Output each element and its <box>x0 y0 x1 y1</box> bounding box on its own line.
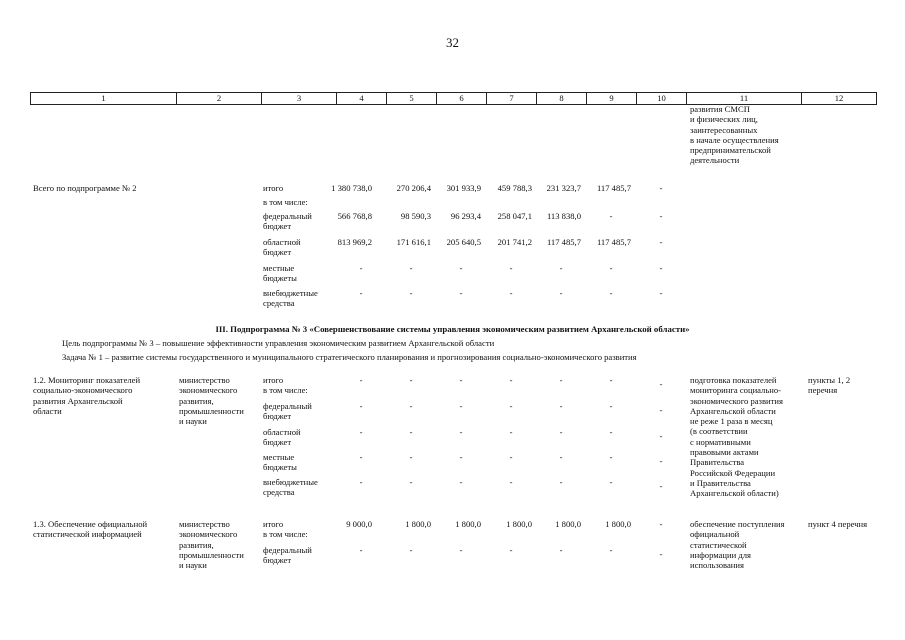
item-value-cell: - <box>659 431 663 441</box>
page-number: 32 <box>446 35 459 50</box>
item-value-cell: - <box>459 452 463 462</box>
item-value-cell: 1 800,0 <box>405 519 431 529</box>
item-value-cell: - <box>559 427 563 437</box>
item-value-cell: - <box>559 477 563 487</box>
item-value-cell: - <box>509 427 513 437</box>
total-row-source: итого <box>263 183 284 193</box>
item-value-cell: - <box>659 481 663 491</box>
item-value-cell: - <box>359 477 363 487</box>
total-value-cell: 459 788,3 <box>497 183 532 193</box>
total-value-cell: - <box>509 288 513 298</box>
item-value-cell: - <box>609 545 613 555</box>
item-value-cell: - <box>359 375 363 385</box>
item-value-cell: - <box>509 452 513 462</box>
total-value-cell: - <box>609 211 613 221</box>
item-value-cell: - <box>409 545 413 555</box>
item-value-cell: - <box>659 379 663 389</box>
item-name: 1.2. Мониторинг показателей социально-экономического развития Архангельской области <box>33 375 141 416</box>
subprogram-task: Задача № 1 – развитие системы государственного и муниципального стратегического планирования и прогнозирования социально-экономического развития <box>62 352 637 362</box>
item-value-cell: - <box>659 519 663 529</box>
item-value-cell: 9 000,0 <box>346 519 372 529</box>
total-value-cell: 258 047,1 <box>497 211 532 221</box>
total-value-cell: - <box>409 288 413 298</box>
item-value-cell: - <box>609 401 613 411</box>
subprogram-total-label: Всего по подпрограмме № 2 <box>33 183 137 193</box>
item-result: подготовка показателей мониторинга социально- экономического развития Архангельской области не реже 1 раза в месяц (в соответствии с нормативными правовыми актами Правительства Российской Федерации и Правительства Архангельской области) <box>690 375 783 499</box>
item-value-cell: - <box>609 427 613 437</box>
total-value-cell: 231 323,7 <box>546 183 581 193</box>
item-value-cell: - <box>659 405 663 415</box>
total-value-cell: 1 380 738,0 <box>331 183 372 193</box>
total-row-source: в том числе: <box>263 197 308 207</box>
header-col-12: 12 <box>834 93 844 103</box>
item-value-cell: - <box>609 477 613 487</box>
total-value-cell: 205 640,5 <box>446 237 481 247</box>
total-value-cell: 813 969,2 <box>337 237 372 247</box>
item-value-cell: - <box>359 401 363 411</box>
item-row-source: местные бюджеты <box>263 452 297 473</box>
item-value-cell: - <box>409 452 413 462</box>
header-col-1: 1 <box>31 93 177 104</box>
header-col-2: 2 <box>177 93 262 104</box>
section-title: III. Подпрограмма № 3 «Совершенствование системы управления экономическим развитием Архангельской области» <box>215 324 690 334</box>
item-executor: министерство экономического развития, промышленности и науки <box>179 375 244 427</box>
item-value-cell: - <box>509 401 513 411</box>
total-value-cell: - <box>609 263 613 273</box>
total-row-source: федеральный бюджет <box>263 211 312 232</box>
total-value-cell: 270 206,4 <box>396 183 431 193</box>
item-value-cell: - <box>459 477 463 487</box>
item-value-cell: 1 800,0 <box>555 519 581 529</box>
item-value-cell: - <box>459 375 463 385</box>
item-value-cell: - <box>409 477 413 487</box>
item-row-source: внебюджетные средства <box>263 477 318 498</box>
total-value-cell: 98 590,3 <box>400 211 431 221</box>
item-row-source: итого в том числе: <box>263 519 308 540</box>
total-value-cell: - <box>359 288 363 298</box>
item-value-cell: - <box>359 452 363 462</box>
item-value-cell: - <box>409 375 413 385</box>
item-value-cell: 1 800,0 <box>455 519 481 529</box>
continued-result-text: развития СМСП и физических лиц, заинтересованных в начале осуществления предпринимательской деятельности <box>690 104 779 166</box>
header-col-11: 11 <box>687 93 802 104</box>
item-value-cell: - <box>559 375 563 385</box>
item-value-cell: 1 800,0 <box>605 519 631 529</box>
item-value-cell: - <box>509 375 513 385</box>
item-value-cell: - <box>609 452 613 462</box>
item-value-cell: - <box>359 545 363 555</box>
header-col-8: 8 <box>537 93 587 104</box>
total-value-cell: 566 768,8 <box>337 211 372 221</box>
total-row-source: местные бюджеты <box>263 263 297 284</box>
total-value-cell: 171 616,1 <box>396 237 431 247</box>
header-col-7: 7 <box>487 93 537 104</box>
total-value-cell: 113 838,0 <box>546 211 581 221</box>
total-value-cell: - <box>559 288 563 298</box>
total-value-cell: 201 741,2 <box>497 237 532 247</box>
total-value-cell: - <box>659 237 663 247</box>
header-col-5: 5 <box>387 93 437 104</box>
header-col-10: 10 <box>637 93 687 104</box>
item-value-cell: - <box>609 375 613 385</box>
total-value-cell: 117 485,7 <box>596 237 631 247</box>
item-value-cell: - <box>559 545 563 555</box>
item-executor: министерство экономического развития, промышленности и науки <box>179 519 244 571</box>
total-value-cell: 117 485,7 <box>596 183 631 193</box>
item-value-cell: - <box>459 545 463 555</box>
total-value-cell: - <box>659 183 663 193</box>
total-value-cell: - <box>659 263 663 273</box>
total-value-cell: 117 485,7 <box>546 237 581 247</box>
item-value-cell: - <box>659 549 663 559</box>
item-value-cell: - <box>459 427 463 437</box>
item-value-cell: 1 800,0 <box>506 519 532 529</box>
item-link: пункты 1, 2 перечня <box>808 375 851 396</box>
total-value-cell: 96 293,4 <box>450 211 481 221</box>
total-value-cell: - <box>659 288 663 298</box>
item-row-source: итого в том числе: <box>263 375 308 396</box>
item-value-cell: - <box>659 456 663 466</box>
item-row-source: федеральный бюджет <box>263 545 312 566</box>
total-value-cell: - <box>459 263 463 273</box>
total-value-cell: 301 933,9 <box>446 183 481 193</box>
subprogram-goal: Цель подпрограммы № 3 – повышение эффективности управления экономическим развитием Архангельской области <box>62 338 495 348</box>
item-link: пункт 4 перечня <box>808 519 868 529</box>
header-col-6: 6 <box>437 93 487 104</box>
item-value-cell: - <box>409 401 413 411</box>
total-value-cell: - <box>559 263 563 273</box>
item-value-cell: - <box>459 401 463 411</box>
item-row-source: областной бюджет <box>263 427 301 448</box>
item-value-cell: - <box>559 452 563 462</box>
header-col-9: 9 <box>587 93 637 104</box>
total-value-cell: - <box>359 263 363 273</box>
total-value-cell: - <box>509 263 513 273</box>
item-value-cell: - <box>359 427 363 437</box>
item-name: 1.3. Обеспечение официальной статистической информацией <box>33 519 148 540</box>
total-row-source: внебюджетные средства <box>263 288 318 309</box>
total-value-cell: - <box>609 288 613 298</box>
total-value-cell: - <box>409 263 413 273</box>
header-col-4: 4 <box>337 93 387 104</box>
item-row-source: федеральный бюджет <box>263 401 312 422</box>
header-col-3: 3 <box>262 93 337 104</box>
item-result: обеспечение поступления официальной статистической информации для использования <box>690 519 785 571</box>
item-value-cell: - <box>509 477 513 487</box>
item-value-cell: - <box>559 401 563 411</box>
item-value-cell: - <box>509 545 513 555</box>
total-value-cell: - <box>659 211 663 221</box>
item-value-cell: - <box>409 427 413 437</box>
total-row-source: областной бюджет <box>263 237 301 258</box>
total-value-cell: - <box>459 288 463 298</box>
